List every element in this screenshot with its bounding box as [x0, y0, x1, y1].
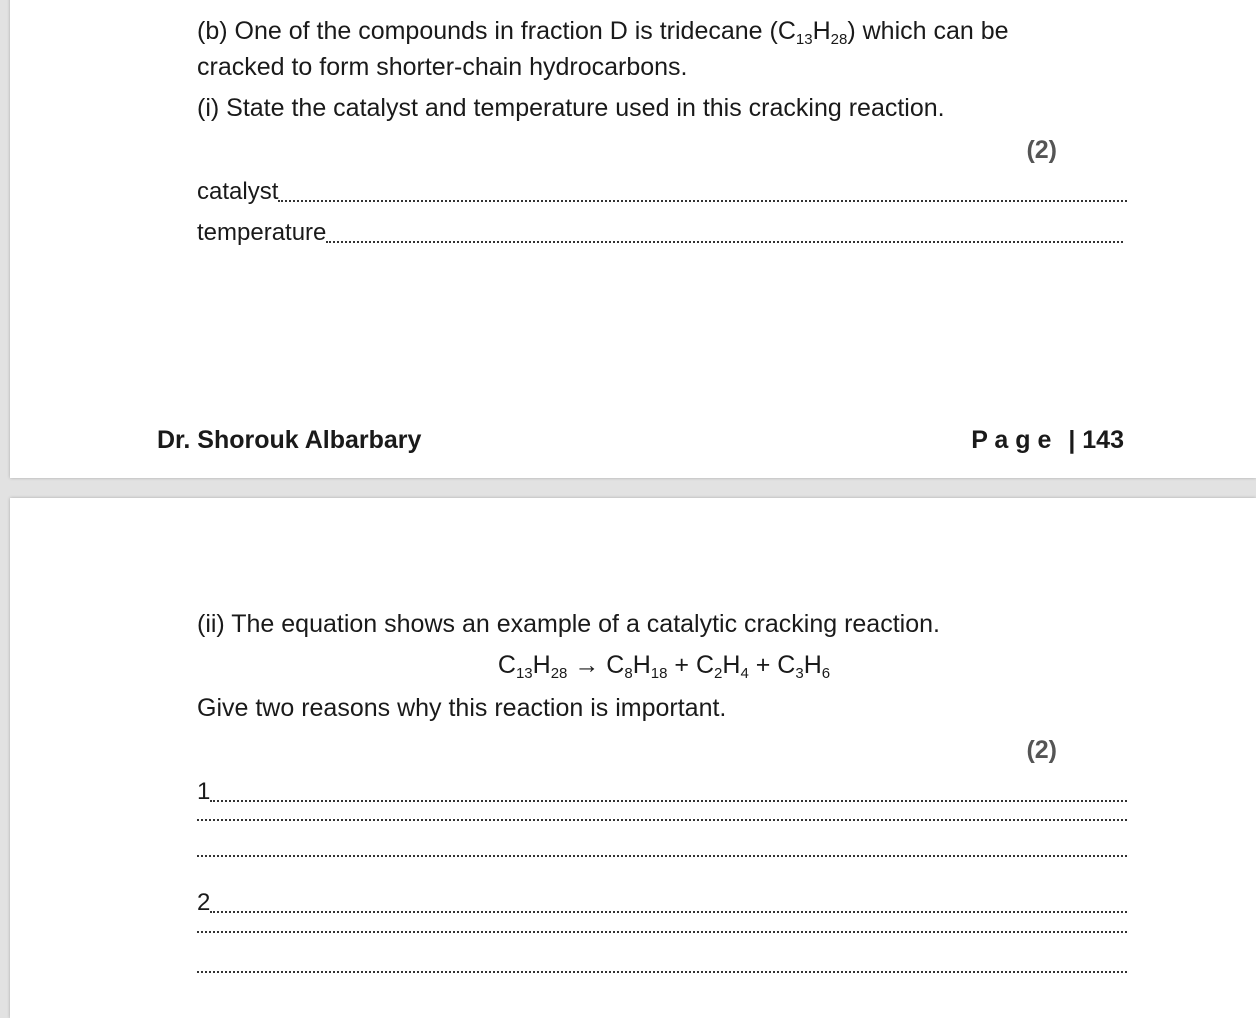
equation-reactant [497, 651, 568, 682]
answer-1-line-2[interactable] [197, 813, 1127, 826]
formula-element-h: H [812, 17, 831, 45]
answer-2-line-1[interactable] [197, 888, 1127, 918]
reactant-h: H [532, 651, 551, 679]
reactant-h-sub: 28 [550, 665, 568, 682]
page-lower [10, 498, 1256, 1018]
equation-product-1 [606, 651, 668, 682]
tridecane-formula [777, 17, 848, 48]
answer-1-line-3[interactable] [197, 849, 1127, 862]
catalyst-answer-line[interactable] [197, 177, 1127, 207]
product1-h-sub: 18 [650, 665, 668, 682]
question-b-line-2: cracked to form shorter-chain hydrocarbons. [197, 53, 688, 81]
reactant-c-sub: 13 [515, 665, 533, 682]
question-i: (i) State the catalyst and temperature used in this cracking reaction. [197, 94, 945, 122]
formula-subscript-13: 13 [795, 31, 813, 48]
question-b-text: (b) One of the compounds in fraction D is tridecane ( [197, 17, 778, 45]
product2-h: H [722, 651, 741, 679]
reactant-c: C [497, 651, 516, 679]
answer-2-line-3[interactable] [197, 965, 1127, 978]
temperature-label: temperature [197, 219, 327, 246]
equation-plus-1: + [674, 651, 690, 679]
question-ii-instruction: Give two reasons why this reaction is important. [197, 694, 727, 722]
footer-page-number: 143 [1082, 426, 1124, 454]
question-b-line-1 [197, 16, 1009, 50]
answer-1-dotted-line-3[interactable] [197, 849, 1127, 857]
temperature-dotted-line[interactable] [326, 235, 1123, 243]
question-ii: (ii) The equation shows an example of a catalytic cracking reaction. [197, 610, 940, 638]
temperature-answer-line[interactable] [197, 218, 1123, 248]
product1-h: H [632, 651, 651, 679]
answer-2-dotted-line-1[interactable] [210, 905, 1127, 913]
answer-2-line-2[interactable] [197, 925, 1127, 938]
product3-c: C [777, 651, 796, 679]
equation-product-2 [695, 651, 749, 682]
product3-h-sub: 6 [821, 665, 831, 682]
answer-2-dotted-line-3[interactable] [197, 965, 1127, 973]
product2-c: C [695, 651, 715, 679]
catalyst-dotted-line[interactable] [278, 194, 1127, 202]
product1-c-sub: 8 [624, 665, 633, 682]
marks-question-i: (2) [1026, 136, 1057, 164]
catalyst-label: catalyst [197, 178, 279, 205]
footer-page-info [971, 425, 1124, 455]
equation-product-3 [777, 651, 831, 682]
answer-1-label: 1 [197, 778, 211, 805]
answer-1-dotted-line-2[interactable] [197, 813, 1127, 821]
product2-c-sub: 2 [714, 665, 723, 682]
cracking-equation [0, 650, 1256, 684]
answer-2-label: 2 [197, 889, 211, 916]
marks-question-ii: (2) [1026, 736, 1057, 764]
formula-subscript-28: 28 [830, 31, 848, 48]
product2-h-sub: 4 [740, 665, 749, 682]
product1-c: C [606, 651, 625, 679]
footer-author: Dr. Shorouk Albarbary [157, 426, 422, 454]
product3-h: H [803, 651, 822, 679]
footer-page-label: P a g e [971, 426, 1052, 454]
equation-arrow: → [574, 651, 600, 679]
formula-element-c: C [777, 17, 796, 45]
footer-separator: | [1068, 426, 1076, 454]
equation-plus-2: + [755, 651, 771, 679]
answer-1-dotted-line-1[interactable] [210, 794, 1127, 802]
product3-c-sub: 3 [795, 665, 804, 682]
answer-1-line-1[interactable] [197, 777, 1127, 807]
question-b-text-end: ) which can be [847, 17, 1009, 45]
answer-2-dotted-line-2[interactable] [197, 925, 1127, 933]
